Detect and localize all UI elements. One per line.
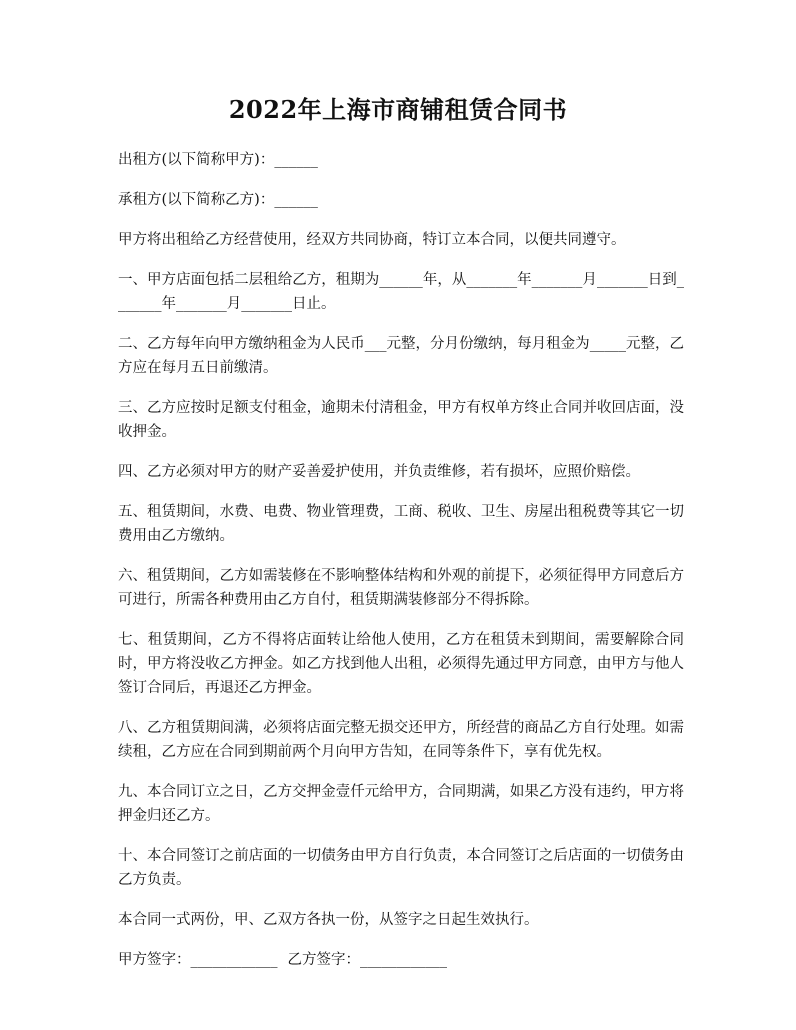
clause-7: 七、租赁期间，乙方不得将店面转让给他人使用，乙方在租赁未到期间，需要解除合同时，甲方将没收乙方押金。如乙方找到他人出租，必须得先通过甲方同意，由甲方与他人签订合同后，再退还乙方押金。 <box>118 632 684 696</box>
paragraph-lessee: 承租方(以下简称乙方)：______ <box>118 192 318 208</box>
party-b-signature: 乙方签字：____________ <box>287 952 447 968</box>
clause-6: 六、租赁期间，乙方如需装修在不影响整体结构和外观的前提下，必须征得甲方同意后方可进行，所需各种费用由乙方自付，租赁期满装修部分不得拆除。 <box>118 568 684 608</box>
party-a-signature: 甲方签字：____________ <box>118 952 278 968</box>
paragraph-copies: 本合同一式两份，甲、乙双方各执一份，从签字之日起生效执行。 <box>118 912 539 928</box>
clause-3: 三、乙方应按时足额支付租金，逾期未付清租金，甲方有权单方终止合同并收回店面，没收押金。 <box>118 400 684 440</box>
clause-4: 四、乙方必须对甲方的财产妥善爱护使用，并负责维修，若有损坏，应照价赔偿。 <box>118 464 640 480</box>
clause-5: 五、租赁期间，水费、电费、物业管理费，工商、税收、卫生、房屋出租税费等其它一切费用由乙方缴纳。 <box>118 504 684 544</box>
document-body <box>118 148 684 972</box>
signature-row <box>118 948 684 972</box>
clause-10: 十、本合同签订之前店面的一切债务由甲方自行负责，本合同签订之后店面的一切债务由乙方负责。 <box>118 848 684 888</box>
clause-1: 一、甲方店面包括二层租给乙方，租期为______年，从_______年_______月_______日到_______年_______月_______日止。 <box>118 272 684 312</box>
clause-9: 九、本合同订立之日，乙方交押金壹仟元给甲方，合同期满，如果乙方没有违约，甲方将押金归还乙方。 <box>118 784 684 824</box>
paragraph-preamble: 甲方将出租给乙方经营使用，经双方共同协商，特订立本合同，以便共同遵守。 <box>118 232 626 248</box>
clause-2: 二、乙方每年向甲方缴纳租金为人民币___元整，分月份缴纳，每月租金为_____元整，乙方应在每月五日前缴清。 <box>118 336 684 376</box>
document-title: 2022年上海市商铺租赁合同书 <box>228 95 568 124</box>
clause-8: 八、乙方租赁期间满，必须将店面完整无损交还甲方，所经营的商品乙方自行处理。如需续租，乙方应在合同到期前两个月向甲方告知，在同等条件下，享有优先权。 <box>118 720 684 760</box>
paragraph-lessor: 出租方(以下简称甲方)：______ <box>118 152 318 168</box>
